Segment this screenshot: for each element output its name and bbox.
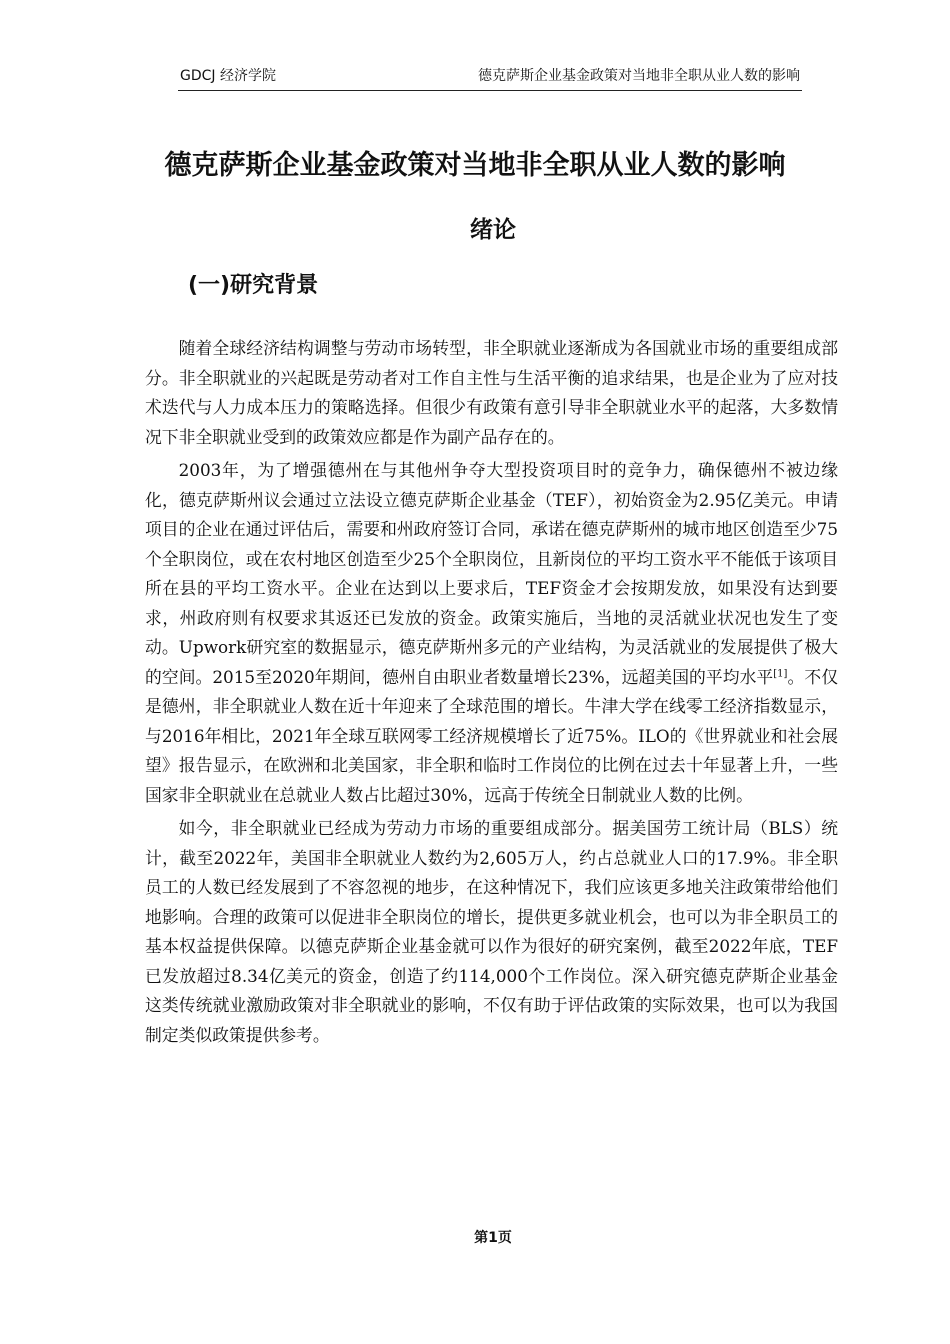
header-running-title: 德克萨斯企业基金政策对当地非全职从业人数的影响 [478,68,800,84]
chapter-title: 绪论 [470,217,516,243]
document-title: 德克萨斯企业基金政策对当地非全职从业人数的影响 [164,150,786,181]
citation-reference: [1] [773,667,788,679]
page-header [178,62,802,91]
paragraph-1: 随着全球经济结构调整与劳动市场转型，非全职就业逐渐成为各国就业市场的重要组成部分。非全职就业的兴起既是劳动者对工作自主性与生活平衡的追求结果，也是企业为了应对技术迭代与人力成本压力的策略选择。但很少有政策有意引导非全职就业水平的起落，大多数情况下非全职就业受到的政策效应都是作为副产品存在的。 [145,338,838,447]
page-number: 第1页 [474,1230,512,1246]
paragraph-2-text-a: 2003年，为了增强德州在与其他州争夺大型投资项目时的竞争力，确保德州不被边缘化，德克萨斯州议会通过立法设立德克萨斯企业基金（TEF），初始资金为2.95亿美元。申请项目的企业在通过评估后，需要和州政府签订合同，承诺在德克萨斯州的城市地区创造至少75个全职岗位，或在农村地区创造至少25个全职岗位，且新岗位的平均工资水平不能低于该项目所在县的平均工资水平。企业在达到以上要求后，TEF资金才会按期发放，如果没有达到要求，州政府则有权要求其返还已发放的资金。政策实施后，当地的灵活就业状况也发生了变动。Upwork研究室的数据显示，德克萨斯州多元的产业结构，为灵活就业的发展提供了极大的空间。2015至2020年期间，德州自由职业者数量增长23%，远超美国的平均水平 [145,460,838,687]
paragraph-3: 如今，非全职就业已经成为劳动力市场的重要组成部分。据美国劳工统计局（BLS）统计，截至2022年，美国非全职就业人数约为2,605万人，约占总就业人口的17.9%。非全职员工的人数已经发展到了不容忽视的地步，在这种情况下，我们应该更多地关注政策带给他们地影响。合理的政策可以促进非全职岗位的增长，提供更多就业机会，也可以为非全职员工的基本权益提供保障。以德克萨斯企业基金就可以作为很好的研究案例，截至2022年底，TEF已发放超过8.34亿美元的资金，创造了约114,000个工作岗位。深入研究德克萨斯企业基金这类传统就业激励政策对非全职就业的影响，不仅有助于评估政策的实际效果，也可以为我国制定类似政策提供参考。 [145,818,838,1045]
paragraph-2-text-b: 。不仅是德州，非全职就业人数在近十年迎来了全球范围的增长。牛津大学在线零工经济指数显示，与2016年相比，2021年全球互联网零工经济规模增长了近75%。ILO的《世界就业和社会展望》报告显示，在欧洲和北美国家，非全职和临时工作岗位的比例在过去十年显著上升，一些国家非全职就业在总就业人数占比超过30%，远高于传统全日制就业人数的比例。 [145,666,838,805]
paragraph-2 [145,456,838,810]
body-text [145,334,838,1054]
section-title: (一)研究背景 [188,273,319,298]
header-institution: GDCJ 经济学院 [180,68,276,84]
